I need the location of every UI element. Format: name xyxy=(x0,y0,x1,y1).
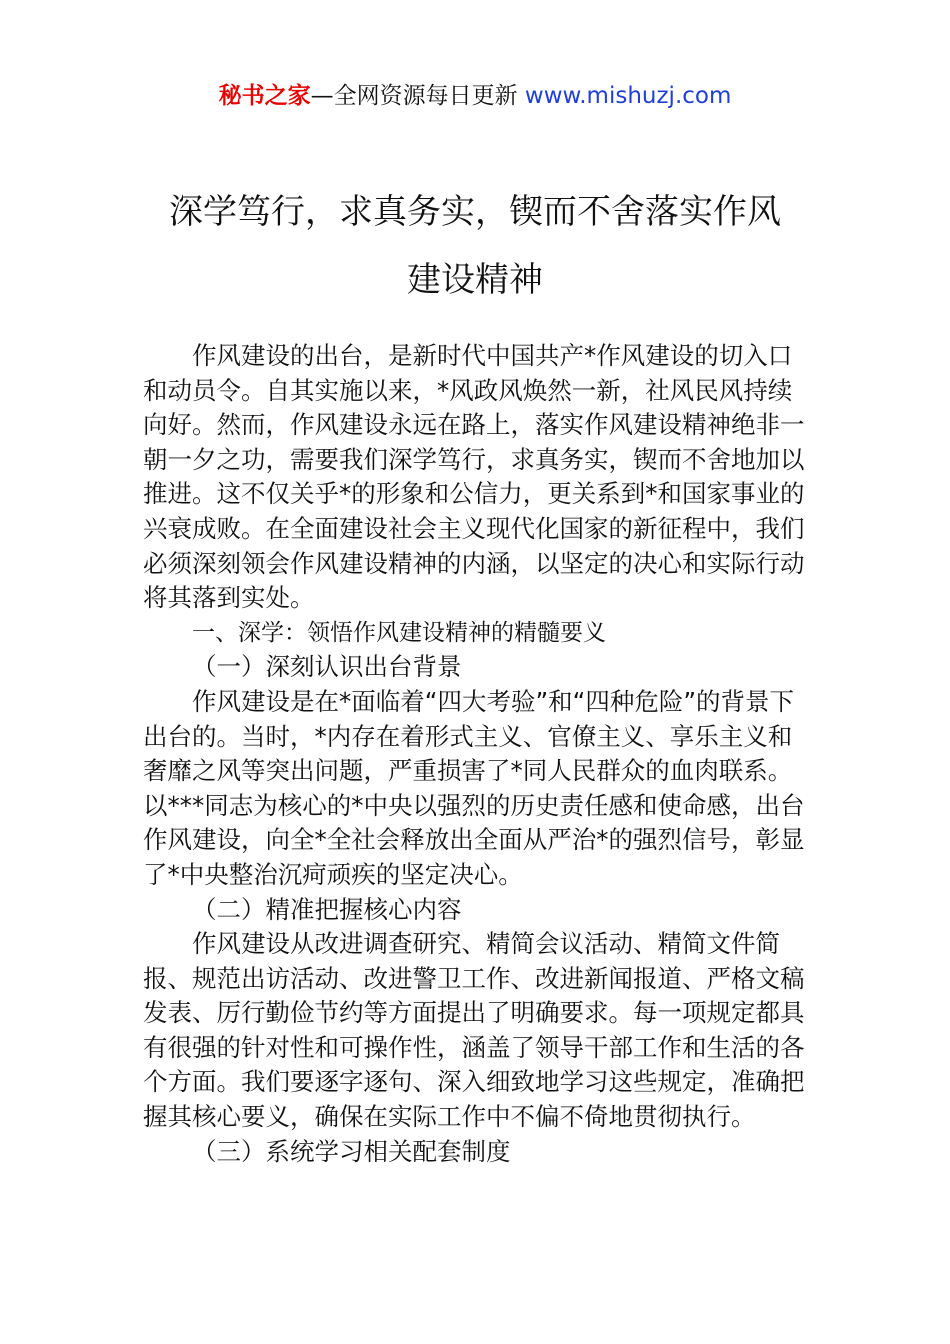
site-tagline: —全网资源每日更新 xyxy=(310,83,525,109)
title-line-1: 深学笃行，求真务实，锲而不舍落实作风 xyxy=(169,192,781,232)
section-1-heading: 一、深学：领悟作风建设精神的精髓要义 xyxy=(192,619,606,646)
subsection-3-heading: （三）系统学习相关配套制度 xyxy=(192,1136,511,1166)
subsection-2-heading: （二）精准把握核心内容 xyxy=(192,894,462,924)
site-header xyxy=(0,80,950,112)
subsection-1-heading: （一）深刻认识出台背景 xyxy=(192,652,462,682)
subsection-2-paragraph: 作风建设从改进调查研究、精简会议活动、精简文件简报、规范出访活动、改进警卫工作、改进新闻报道、严格文稿发表、厉行勤俭节约等方面提出了明确要求。每一项规定都具有很强的针对性和可操作性，涵盖了领导干部工作和生活的各个方面。我们要逐字逐句、深入细致地学习这些规定，准确把握其核心要义，确保在实际工作中不偏不倚地贯彻执行。 xyxy=(143,929,805,1132)
title-line-2: 建设精神 xyxy=(407,260,543,300)
document-title xyxy=(0,178,950,314)
subsection-1-paragraph: 作风建设是在*面临着“四大考验”和“四种危险”的背景下出台的。当时，*内存在着形式主义、官僚主义、享乐主义和奢靡之风等突出问题，严重损害了*同人民群众的血肉联系。以***同志为核心的*中央以强烈的历史责任感和使命感，出台作风建设，向全*全社会释放出全面从严治*的强烈信号，彰显了*中央整治沉疴顽疾的坚定决心。 xyxy=(143,686,805,889)
intro-paragraph: 作风建设的出台，是新时代中国共产*作风建设的切入口和动员令。自其实施以来，*风政风焕然一新，社风民风持续向好。然而，作风建设永远在路上，落实作风建设精神绝非一朝一夕之功，需要我们深学笃行，求真务实，锲而不舍地加以推进。这不仅关乎*的形象和公信力，更关系到*和国家事业的兴衰成败。在全面建设社会主义现代化国家的新征程中，我们必须深刻领会作风建设精神的内涵，以坚定的决心和实际行动将其落到实处。 xyxy=(143,341,805,613)
document-body xyxy=(143,339,813,1169)
site-name: 秘书之家 xyxy=(218,83,311,109)
site-url-link[interactable]: www.mishuzj.com xyxy=(524,83,732,109)
